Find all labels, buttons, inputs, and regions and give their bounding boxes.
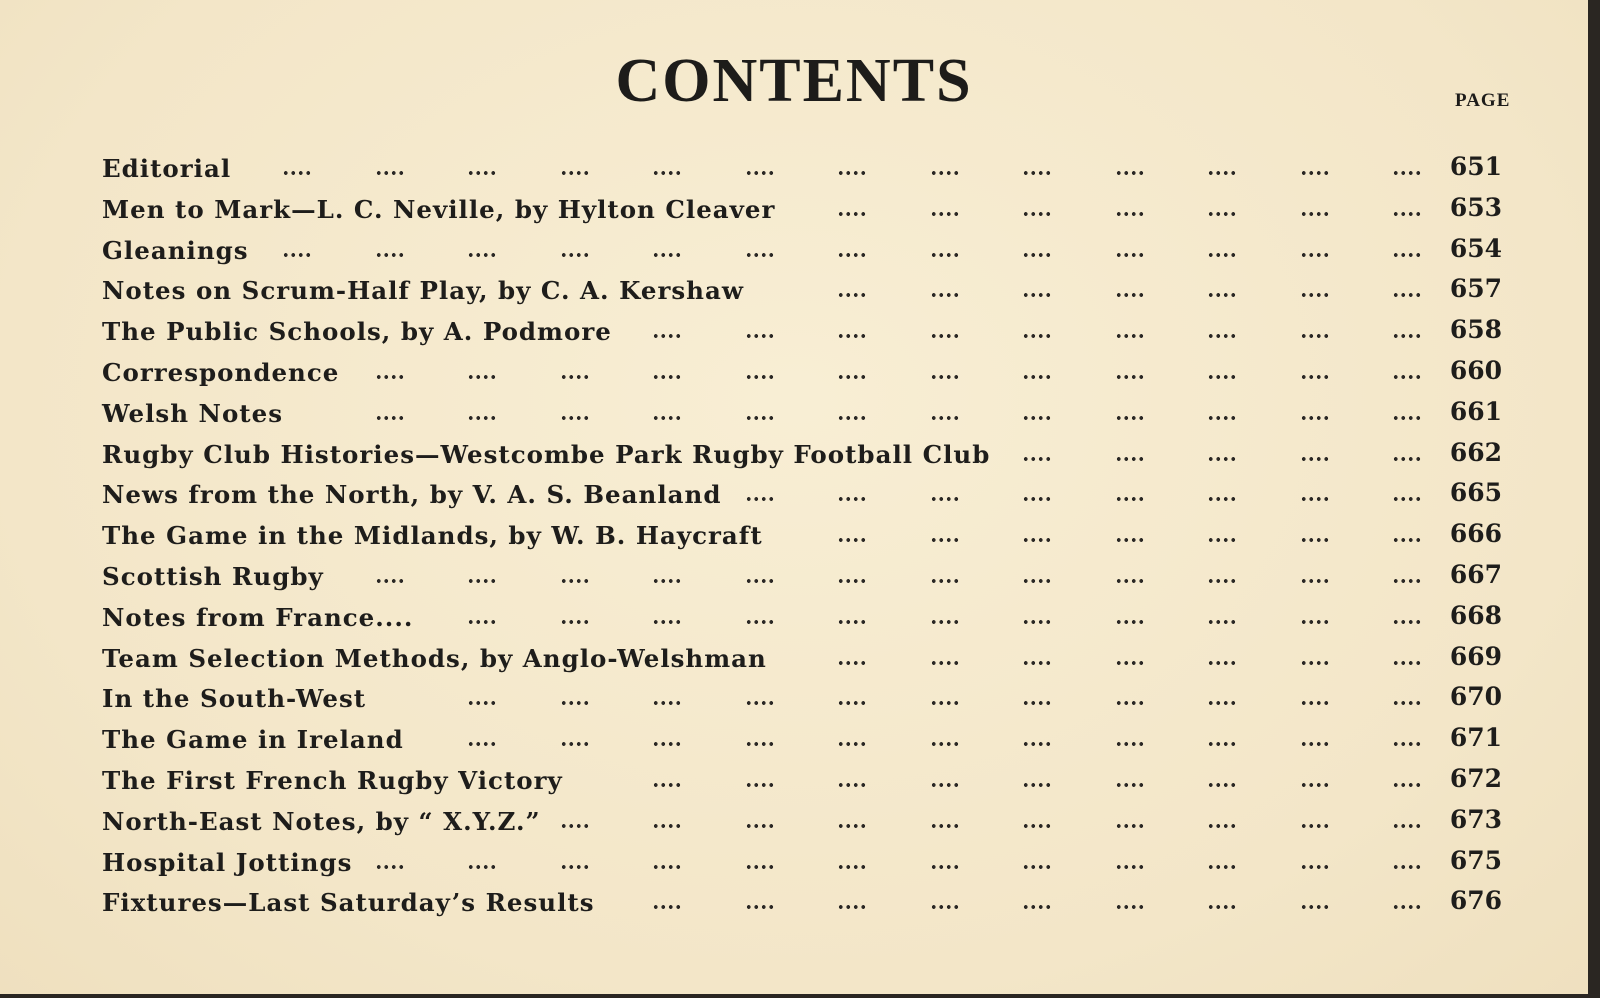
leader-dots: [652, 701, 682, 705]
leader-dots: [652, 416, 682, 420]
leader-dots: [1022, 661, 1052, 665]
leader-dots: [1207, 416, 1237, 420]
leader-dots: [1207, 497, 1237, 501]
leader-dots: [837, 293, 867, 297]
toc-entry-page: 667: [1449, 559, 1502, 589]
leader-dots: [1022, 579, 1052, 583]
leader-dots: [1392, 824, 1422, 828]
leader-dots: [837, 416, 867, 420]
leader-dots: [745, 783, 775, 787]
leader-dots: [745, 865, 775, 869]
toc-entry[interactable]: [102, 393, 1522, 434]
leader-dots: [652, 334, 682, 338]
leader-dots: [930, 579, 960, 583]
leader-dots: [745, 375, 775, 379]
leader-dots: [1207, 865, 1237, 869]
toc-entry-page: 671: [1449, 723, 1502, 753]
leader-dots: [930, 538, 960, 542]
page-title: CONTENTS: [615, 47, 973, 115]
leader-dots: [1300, 783, 1330, 787]
leader-dots: [930, 865, 960, 869]
leader-dots: [1300, 579, 1330, 583]
leader-dots: [745, 905, 775, 909]
leader-dots: [1207, 905, 1237, 909]
leader-dots: [560, 701, 590, 705]
leader-dots: [837, 375, 867, 379]
leader-dots: [1392, 375, 1422, 379]
toc-entry-page: 661: [1449, 396, 1502, 426]
leader-dots: [560, 742, 590, 746]
toc-entry-title: Team Selection Methods, by Anglo-Welshman: [102, 643, 767, 673]
leader-dots: [1115, 905, 1145, 909]
leader-dots: [1392, 538, 1422, 542]
leader-dots: [1300, 497, 1330, 501]
leader-dots: [930, 375, 960, 379]
toc-entry-title: Editorial: [102, 154, 232, 183]
leader-dots: [560, 375, 590, 379]
toc-entry[interactable]: [102, 434, 1522, 475]
leader-dots: [1115, 538, 1145, 542]
leader-dots: [1115, 742, 1145, 746]
leader-dots: [1300, 334, 1330, 338]
toc-entry[interactable]: [102, 801, 1522, 842]
leader-dots: [1300, 865, 1330, 869]
leader-dots: [1115, 375, 1145, 379]
toc-entry-title: North-East Notes, by “ X.Y.Z.”: [102, 806, 541, 836]
leader-dots: [1207, 334, 1237, 338]
leader-dots: [837, 334, 867, 338]
leader-dots: [467, 579, 497, 583]
leader-dots: [837, 783, 867, 787]
leader-dots: [930, 334, 960, 338]
leader-dots: [1392, 171, 1422, 175]
toc-entry[interactable]: [102, 597, 1522, 638]
leader-dots: [930, 212, 960, 216]
toc-entry-title: Notes from France....: [102, 602, 414, 632]
toc-entry-page: 665: [1449, 478, 1502, 508]
leader-dots: [1022, 497, 1052, 501]
leader-dots: [1392, 416, 1422, 420]
leader-dots: [1207, 293, 1237, 297]
leader-dots: [282, 253, 312, 257]
toc-entry-page: 669: [1449, 641, 1502, 671]
toc-entry-page: 660: [1449, 355, 1502, 385]
leader-dots: [837, 824, 867, 828]
toc-entry-title: Notes on Scrum-Half Play, by C. A. Kershaw: [102, 276, 744, 306]
leader-dots: [1300, 416, 1330, 420]
leader-dots: [745, 171, 775, 175]
leader-dots: [375, 375, 405, 379]
leader-dots: [745, 824, 775, 828]
leader-dots: [1300, 538, 1330, 542]
leader-dots: [1207, 253, 1237, 257]
toc-entry-title: Gleanings: [102, 235, 249, 265]
leader-dots: [1300, 293, 1330, 297]
leader-dots: [837, 620, 867, 624]
dot-leaders: [102, 148, 1442, 188]
leader-dots: [560, 620, 590, 624]
toc-entry-page: 651: [1449, 152, 1502, 181]
leader-dots: [837, 742, 867, 746]
leader-dots: [837, 865, 867, 869]
leader-dots: [560, 253, 590, 257]
toc-entry-page: 672: [1449, 763, 1502, 793]
toc-entry[interactable]: [102, 882, 1522, 923]
leader-dots: [1022, 538, 1052, 542]
toc-entry[interactable]: [102, 678, 1522, 719]
toc-entry-title: News from the North, by V. A. S. Beanland: [102, 480, 722, 510]
leader-dots: [930, 742, 960, 746]
leader-dots: [1115, 783, 1145, 787]
leader-dots: [375, 579, 405, 583]
leader-dots: [837, 701, 867, 705]
leader-dots: [1392, 457, 1422, 461]
leader-dots: [467, 375, 497, 379]
leader-dots: [1022, 212, 1052, 216]
leader-dots: [1392, 579, 1422, 583]
leader-dots: [1392, 661, 1422, 665]
leader-dots: [375, 416, 405, 420]
toc-entry-page: 658: [1449, 315, 1502, 345]
toc-entry[interactable]: [102, 515, 1522, 556]
leader-dots: [1022, 824, 1052, 828]
leader-dots: [1022, 253, 1052, 257]
leader-dots: [1115, 293, 1145, 297]
leader-dots: [467, 171, 497, 175]
toc-entry-title: Fixtures—Last Saturday’s Results: [102, 888, 595, 918]
leader-dots: [1207, 171, 1237, 175]
leader-dots: [1022, 783, 1052, 787]
leader-dots: [1207, 824, 1237, 828]
leader-dots: [745, 253, 775, 257]
leader-dots: [1300, 824, 1330, 828]
leader-dots: [930, 171, 960, 175]
toc-entry[interactable]: [102, 189, 1522, 230]
toc-entry[interactable]: [102, 760, 1522, 801]
toc-entry-page: 670: [1449, 682, 1502, 712]
leader-dots: [1022, 701, 1052, 705]
toc-entry-page: 668: [1449, 600, 1502, 630]
leader-dots: [467, 742, 497, 746]
leader-dots: [560, 416, 590, 420]
leader-dots: [930, 661, 960, 665]
toc-entry-page: 657: [1449, 274, 1502, 304]
leader-dots: [1392, 701, 1422, 705]
leader-dots: [1392, 905, 1422, 909]
leader-dots: [1392, 334, 1422, 338]
leader-dots: [1115, 457, 1145, 461]
leader-dots: [1022, 905, 1052, 909]
leader-dots: [930, 620, 960, 624]
leader-dots: [652, 620, 682, 624]
toc-entry[interactable]: [102, 270, 1522, 311]
leader-dots: [652, 375, 682, 379]
leader-dots: [467, 620, 497, 624]
leader-dots: [1300, 742, 1330, 746]
leader-dots: [560, 865, 590, 869]
leader-dots: [652, 824, 682, 828]
leader-dots: [467, 253, 497, 257]
leader-dots: [1115, 579, 1145, 583]
leader-dots: [1207, 701, 1237, 705]
leader-dots: [1115, 701, 1145, 705]
leader-dots: [1115, 171, 1145, 175]
leader-dots: [1115, 661, 1145, 665]
leader-dots: [1207, 620, 1237, 624]
leader-dots: [837, 212, 867, 216]
leader-dots: [930, 416, 960, 420]
leader-dots: [1392, 742, 1422, 746]
toc-entry-title: In the South-West: [102, 684, 367, 714]
leader-dots: [1207, 742, 1237, 746]
contents-list: [102, 148, 1522, 923]
leader-dots: [1300, 171, 1330, 175]
leader-dots: [1115, 824, 1145, 828]
leader-dots: [1022, 742, 1052, 746]
leader-dots: [560, 824, 590, 828]
toc-entry[interactable]: [102, 719, 1522, 760]
leader-dots: [745, 701, 775, 705]
toc-entry-title: The Game in Ireland: [102, 725, 404, 755]
toc-entry-page: 676: [1449, 886, 1502, 916]
leader-dots: [467, 416, 497, 420]
toc-entry[interactable]: [102, 638, 1522, 679]
leader-dots: [652, 253, 682, 257]
leader-dots: [1115, 334, 1145, 338]
leader-dots: [930, 293, 960, 297]
toc-entry[interactable]: [102, 230, 1522, 271]
leader-dots: [1115, 620, 1145, 624]
toc-entry-title: Welsh Notes: [102, 398, 283, 428]
leader-dots: [1207, 212, 1237, 216]
leader-dots: [1300, 457, 1330, 461]
leader-dots: [837, 171, 867, 175]
leader-dots: [467, 865, 497, 869]
leader-dots: [837, 905, 867, 909]
leader-dots: [745, 742, 775, 746]
leader-dots: [837, 538, 867, 542]
leader-dots: [1207, 457, 1237, 461]
leader-dots: [1300, 253, 1330, 257]
leader-dots: [745, 334, 775, 338]
leader-dots: [930, 783, 960, 787]
leader-dots: [1392, 497, 1422, 501]
toc-entry-title: Hospital Jottings: [102, 847, 353, 877]
toc-entry-title: Scottish Rugby: [102, 561, 324, 591]
leader-dots: [1207, 375, 1237, 379]
leader-dots: [652, 171, 682, 175]
toc-entry-title: The First French Rugby Victory: [102, 765, 563, 795]
leader-dots: [1207, 538, 1237, 542]
toc-entry[interactable]: [102, 148, 1522, 189]
leader-dots: [652, 783, 682, 787]
leader-dots: [467, 701, 497, 705]
leader-dots: [837, 661, 867, 665]
leader-dots: [1022, 334, 1052, 338]
leader-dots: [1392, 293, 1422, 297]
leader-dots: [1392, 783, 1422, 787]
dot-leaders: [102, 393, 1442, 433]
leader-dots: [930, 253, 960, 257]
leader-dots: [930, 701, 960, 705]
leader-dots: [375, 171, 405, 175]
leader-dots: [1022, 416, 1052, 420]
leader-dots: [1300, 620, 1330, 624]
toc-entry-page: 653: [1449, 192, 1502, 222]
leader-dots: [1115, 497, 1145, 501]
leader-dots: [1115, 416, 1145, 420]
leader-dots: [652, 579, 682, 583]
dot-leaders: [102, 230, 1442, 270]
leader-dots: [1300, 905, 1330, 909]
toc-entry[interactable]: [102, 311, 1522, 352]
toc-entry-title: The Game in the Midlands, by W. B. Haycraft: [102, 521, 763, 551]
leader-dots: [1022, 375, 1052, 379]
leader-dots: [1022, 620, 1052, 624]
leader-dots: [652, 865, 682, 869]
toc-entry-title: Men to Mark—L. C. Neville, by Hylton Cleaver: [102, 194, 776, 224]
leader-dots: [1300, 661, 1330, 665]
leader-dots: [837, 579, 867, 583]
page-column-label: PAGE: [1455, 90, 1511, 111]
leader-dots: [1207, 661, 1237, 665]
leader-dots: [745, 416, 775, 420]
leader-dots: [1207, 579, 1237, 583]
leader-dots: [837, 497, 867, 501]
leader-dots: [1022, 457, 1052, 461]
toc-entry-page: 675: [1449, 845, 1502, 875]
leader-dots: [1022, 171, 1052, 175]
leader-dots: [652, 742, 682, 746]
leader-dots: [745, 620, 775, 624]
leader-dots: [1115, 212, 1145, 216]
leader-dots: [930, 905, 960, 909]
leader-dots: [1022, 865, 1052, 869]
leader-dots: [1392, 253, 1422, 257]
toc-entry[interactable]: [102, 842, 1522, 883]
leader-dots: [1022, 293, 1052, 297]
leader-dots: [745, 579, 775, 583]
toc-entry-title: Rugby Club Histories—Westcombe Park Rugby Football Club: [102, 439, 991, 469]
toc-entry[interactable]: [102, 556, 1522, 597]
leader-dots: [1300, 212, 1330, 216]
leader-dots: [560, 579, 590, 583]
leader-dots: [1115, 253, 1145, 257]
leader-dots: [930, 497, 960, 501]
toc-entry[interactable]: [102, 474, 1522, 515]
leader-dots: [1115, 865, 1145, 869]
leader-dots: [745, 497, 775, 501]
leader-dots: [837, 253, 867, 257]
leader-dots: [1392, 212, 1422, 216]
leader-dots: [1300, 375, 1330, 379]
leader-dots: [1392, 865, 1422, 869]
leader-dots: [1392, 620, 1422, 624]
leader-dots: [375, 865, 405, 869]
leader-dots: [652, 905, 682, 909]
leader-dots: [560, 171, 590, 175]
leader-dots: [282, 171, 312, 175]
toc-entry-title: Correspondence: [102, 357, 340, 387]
leader-dots: [1207, 783, 1237, 787]
leader-dots: [1300, 701, 1330, 705]
leader-dots: [930, 824, 960, 828]
leader-dots: [375, 253, 405, 257]
toc-entry[interactable]: [102, 352, 1522, 393]
toc-entry-page: 654: [1449, 233, 1502, 263]
toc-entry-page: 673: [1449, 804, 1502, 834]
toc-entry-page: 666: [1449, 519, 1502, 549]
toc-entry-page: 662: [1449, 437, 1502, 467]
toc-entry-title: The Public Schools, by A. Podmore: [102, 317, 612, 347]
